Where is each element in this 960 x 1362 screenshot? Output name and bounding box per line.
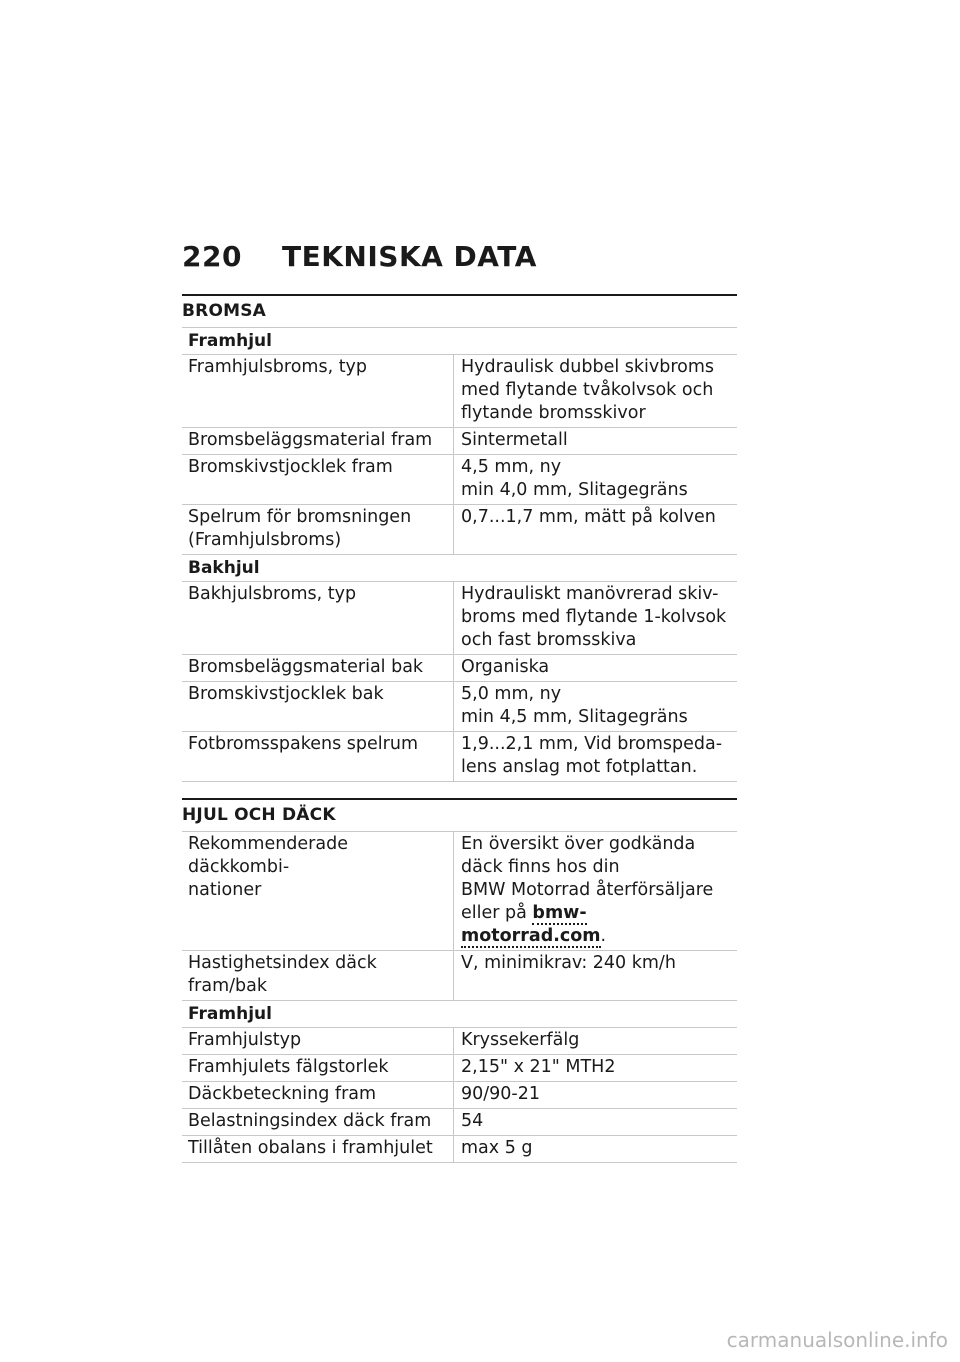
table-row (182, 1136, 737, 1163)
row-label: Bromsbeläggsmaterial bak (182, 655, 454, 681)
row-value: Hydrauliskt manövrerad skiv- broms med flytande 1-kolvsok och fast bromsskiva (461, 584, 727, 650)
row-value: 90/90-21 (461, 1084, 541, 1104)
row-label: Tillåten obalans i framhjulet (182, 1136, 454, 1162)
row-value: 0,7...1,7 mm, mätt på kolven (461, 507, 716, 527)
row-value: Hydraulisk dubbel skivbroms med flytande tvåkolvsok och flytande bromsskivor (461, 357, 715, 423)
row-label: Bakhjulsbroms, typ (182, 582, 454, 654)
row-label: Bromsbeläggsmaterial fram (182, 428, 454, 454)
row-value (454, 832, 737, 950)
recommended-text: En översikt över godkända däck finns hos din BMW Motorrad återförsäljare eller på (461, 834, 714, 923)
row-label: Däckbeteckning fram (182, 1082, 454, 1108)
row-value: V, minimikrav: 240 km/h (461, 953, 676, 973)
row-value: 5,0 mm, ny min 4,5 mm, Slitagegräns (461, 684, 688, 727)
table-row (182, 455, 737, 505)
table-row (182, 1028, 737, 1055)
wheels-section (182, 798, 737, 1163)
row-value: 4,5 mm, ny min 4,0 mm, Slitagegräns (461, 457, 688, 500)
row-value: Sintermetall (461, 430, 568, 450)
table-row (182, 582, 737, 655)
table-row (182, 732, 737, 782)
page-header (182, 240, 737, 280)
table-row (182, 355, 737, 428)
brakes-section (182, 294, 737, 782)
page-number: 220 (182, 240, 242, 273)
watermark: carmanualsonline.info (726, 1328, 948, 1352)
group-heading-rear-brake: Bakhjul (182, 555, 737, 582)
page-title: TEKNISKA DATA (282, 240, 537, 273)
row-label: Bromskivstjocklek fram (182, 455, 454, 504)
table-row (182, 951, 737, 1001)
table-row (182, 682, 737, 732)
row-label: Spelrum för bromsningen (Framhjulsbroms) (182, 505, 454, 554)
row-value: max 5 g (461, 1138, 533, 1158)
row-value: 54 (461, 1111, 484, 1131)
row-label: Framhjulsbroms, typ (182, 355, 454, 427)
table-row (182, 655, 737, 682)
table-row (182, 832, 737, 951)
table-row (182, 505, 737, 555)
table-row (182, 1055, 737, 1082)
group-heading-front-wheel: Framhjul (182, 1001, 737, 1028)
recommended-suffix: . (600, 926, 607, 946)
row-label: Hastighetsindex däck fram/bak (182, 951, 454, 1000)
row-value: 1,9...2,1 mm, Vid bromspeda- lens anslag mot fotplattan. (461, 734, 723, 777)
row-label: Belastningsindex däck fram (182, 1109, 454, 1135)
section-heading-brakes: BROMSA (182, 294, 737, 328)
row-value: 2,15" x 21" MTH2 (461, 1057, 616, 1077)
row-label: Framhjulstyp (182, 1028, 454, 1054)
section-heading-wheels: HJUL OCH DÄCK (182, 798, 737, 832)
row-label: Rekommenderade däckkombi- nationer (182, 832, 454, 950)
row-value: Kryssekerfälg (461, 1030, 580, 1050)
table-row (182, 1109, 737, 1136)
row-label: Framhjulets fälgstorlek (182, 1055, 454, 1081)
bmw-motorrad-link[interactable]: bmw-motorrad.com (461, 903, 601, 946)
manual-page (182, 240, 737, 1163)
group-heading-front-brake: Framhjul (182, 328, 737, 355)
row-label: Fotbromsspakens spelrum (182, 732, 454, 781)
row-value: Organiska (461, 657, 550, 677)
table-row (182, 428, 737, 455)
row-label: Bromskivstjocklek bak (182, 682, 454, 731)
table-row (182, 1082, 737, 1109)
